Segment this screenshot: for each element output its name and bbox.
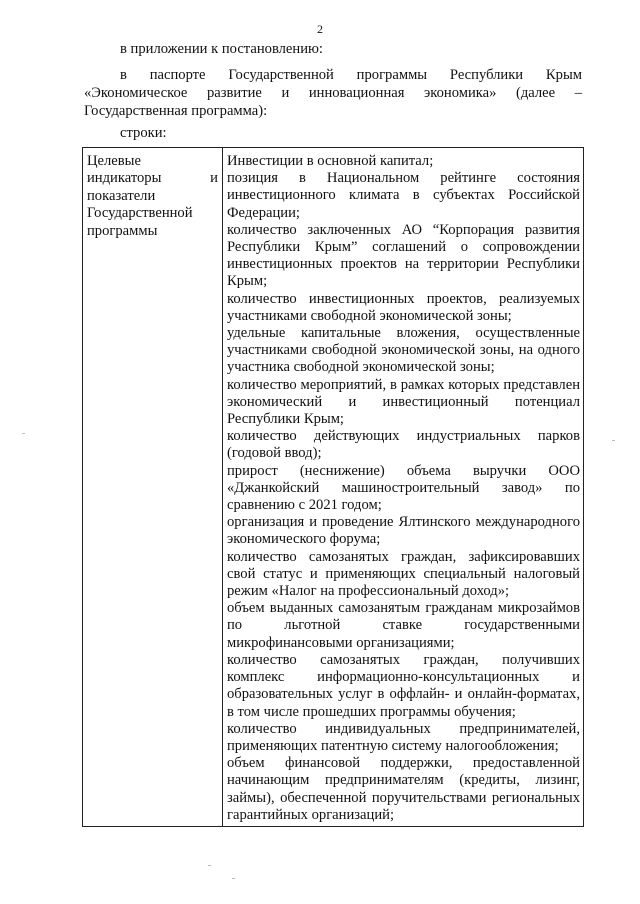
indicator-item: количество инвестиционных проектов, реализуемых участниками свободной экономической зоны; bbox=[227, 290, 580, 324]
indicator-item: количество самозанятых граждан, зафиксировавших свой статус и применяющих специальный налоговый режим «Налог на профессиональный доход»; bbox=[227, 548, 580, 600]
indicator-item: количество самозанятых граждан, получивших комплекс информационно-консультационных и образовательных услуг в оффлайн- и онлайн-форматах, в том числе прошедших программы обучения; bbox=[227, 651, 580, 720]
indicator-item: позиция в Национальном рейтинге состояния инвестиционного климата в субъектах Российской Федерации; bbox=[227, 170, 580, 221]
indicators-table bbox=[82, 147, 584, 827]
indicator-item: организация и проведение Ялтинского международного экономического форума; bbox=[227, 514, 580, 548]
indicator-item: количество индивидуальных предпринимателей, применяющих патентную систему налогообложения; bbox=[227, 720, 580, 754]
indicator-item: удельные капитальные вложения, осуществленные участниками свободной экономической зоны, на одного участника свободной экономической зоны; bbox=[227, 325, 580, 376]
left-cell-line: Государственной bbox=[87, 205, 193, 222]
indicator-item: количество заключенных АО “Корпорация развития Республики Крым” соглашений о сопровождении инвестиционных проектов на территории Республики Крым; bbox=[227, 221, 580, 290]
scan-speck bbox=[22, 433, 25, 434]
scan-speck bbox=[208, 865, 211, 866]
indicator-item: объем финансовой поддержки, предоставленной начинающим предпринимателям (кредиты, лизинг, займы), обеспеченной поручительствами региональных гарантийных организаций; bbox=[227, 755, 580, 823]
indicator-item: Инвестиции в основной капитал; bbox=[227, 153, 434, 169]
scan-speck bbox=[612, 440, 615, 441]
passport-paragraph: в паспорте Государственной программы Республики Крым «Экономическое развитие и инновационная экономика» (далее – Государственная программа): bbox=[84, 67, 582, 119]
left-cell-line: индикаторы и bbox=[87, 170, 218, 187]
rows-label: строки: bbox=[120, 125, 167, 141]
page-number: 2 bbox=[317, 22, 323, 36]
indicator-item: прирост (неснижение) объема выручки ООО «Джанкойский машиностроительный завод» по сравнению с 2021 годом; bbox=[227, 462, 580, 514]
indicator-item: объем выданных самозанятым гражданам микрозаймов по льготной ставке государственными микрофинансовыми организациями; bbox=[227, 600, 580, 651]
table-right-cell bbox=[223, 148, 583, 826]
indicator-item: количество мероприятий, в рамках которых представлен экономический и инвестиционный потенциал Республики Крым; bbox=[227, 376, 580, 428]
left-cell-line: программы bbox=[87, 222, 158, 239]
scan-speck bbox=[232, 878, 235, 879]
left-cell-line: показатели bbox=[87, 187, 156, 204]
table-left-cell bbox=[83, 148, 223, 826]
left-cell-line: Целевые bbox=[87, 153, 141, 169]
intro-line: в приложении к постановлению: bbox=[120, 41, 323, 57]
indicator-item: количество действующих индустриальных парков (годовой ввод); bbox=[227, 428, 580, 462]
